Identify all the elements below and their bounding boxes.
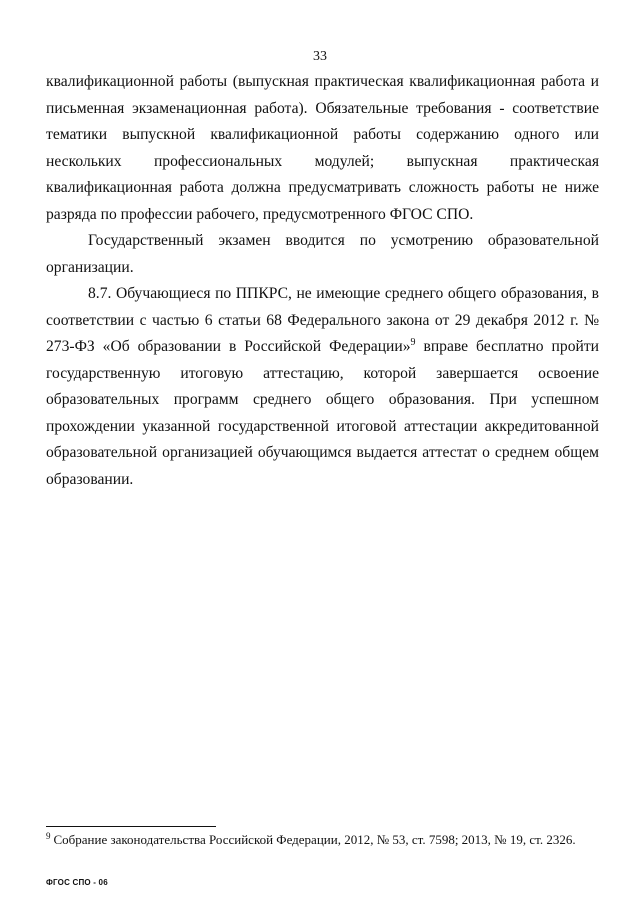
page-number: 33 <box>313 49 327 64</box>
paragraph-8-7-text-start: 8.7. Обучающиеся по ППКРС, не имеющие среднего общего образования, в соответствии с частью 6 статьи 68 Федерального закона от 29 декабря 2012 г. № 273-ФЗ «Об образовании в Российской Федерации» <box>46 285 599 355</box>
paragraph-8-7-text-end: вправе бесплатно пройти государственную итоговую аттестацию, которой завершается освоение образовательных программ среднего общего образования. При успешном прохождении указанной государственной итоговой аттестации аккредитованной образовательной организацией обучающимся выдается аттестат о среднем общем образовании. <box>46 338 599 488</box>
document-mark: ФГОС СПО - 06 <box>46 878 108 887</box>
footnote-divider <box>46 826 216 827</box>
footnote <box>46 831 606 849</box>
footnote-reference: 9 <box>410 337 416 348</box>
paragraph-8-7 <box>46 281 599 493</box>
paragraph-state-exam: Государственный экзамен вводится по усмотрению образовательной организации. <box>46 232 599 276</box>
footnote-text: Собрание законодательства Российской Федерации, 2012, № 53, ст. 7598; 2013, № 19, ст. 2326. <box>53 832 576 847</box>
paragraph-qualification-work: квалификационной работы (выпускная практическая квалификационная работа и письменная экзаменационная работа). Обязательные требования - соответствие тематики выпускной квалификационной работы содержанию одного или нескольких профессиональных модулей; выпускная практическая квалификационная работа должна предусматривать сложность работы не ниже разряда по профессии рабочего, предусмотренного ФГОС СПО. <box>46 73 599 223</box>
footnote-mark: 9 <box>46 831 51 841</box>
body-text <box>46 69 599 493</box>
